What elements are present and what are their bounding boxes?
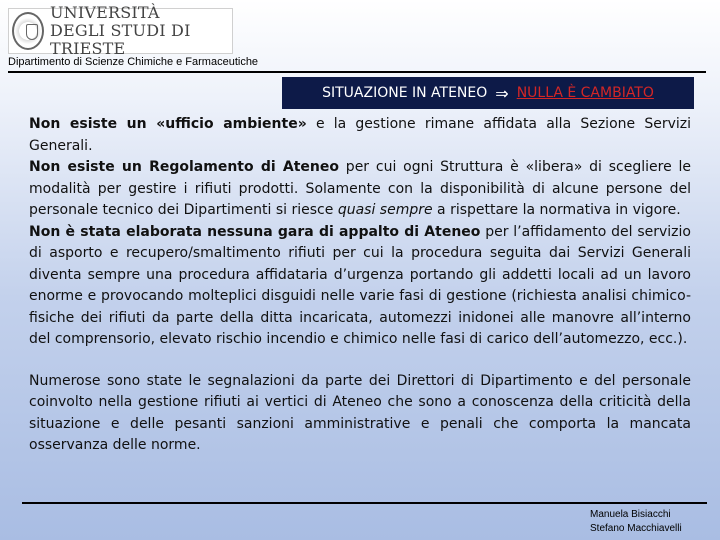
paragraph-regolamento: Non esiste un Regolamento di Ateneo per cui ogni Struttura è «libera» di scegliere le modalità per gestire i rifiuti prodotti. Solamente con la disponibilità di alcune persone del personale tecnico dei Dipartimenti si riesce quasi sempre a rispettare la normativa in vigore. — [29, 159, 691, 218]
university-name: UNIVERSITÀ DEGLI STUDI DI TRIESTE — [49, 3, 191, 58]
authors — [590, 508, 682, 536]
title-banner — [282, 77, 694, 109]
banner-left-text: SITUAZIONE IN ATENEO — [322, 85, 488, 101]
paragraph-gara: Non è stata elaborata nessuna gara di appalto di Ateneo per l’affidamento del servizio di asporto e recupero/smaltimento rifiuti per cui la procedura seguita dai Servizi Generali diventa sempre una procedura affidataria d’urgenza portando gli addetti locali ad un lavoro enorme e provocando molteplici disguidi nelle varie fasi di gestione (richiesta analisi chimico-fisiche dei rifiuti da parte della ditta incaricata, automezzi inidonei alle manovre all’interno del comprensorio, elevato rischio incendio e chimico nelle fasi di carico dell’automezzo, ecc.). — [29, 223, 691, 347]
footer-divider — [22, 502, 707, 504]
right-arrow-icon: ⇒ — [495, 83, 509, 103]
author-name: Stefano Macchiavelli — [590, 523, 682, 534]
university-logo — [8, 3, 233, 58]
paragraph-ufficio: Non esiste un «ufficio ambiente» e la gestione rimane affidata alla Sezione Servizi Generali. — [29, 116, 691, 154]
department-name: Dipartimento di Scienze Chimiche e Farmaceutiche — [8, 56, 259, 68]
paragraph-segnalazioni: Numerose sono state le segnalazioni da parte dei Direttori di Dipartimento e del personale coinvolto nella gestione rifiuti ai vertici di Ateneo che sono a conoscenza della criticità della situazione e delle pesanti sanzioni amministrative e penali che comporta la mancata osservanza delle norme. — [29, 372, 691, 453]
university-seal-icon — [12, 12, 44, 50]
slide-body — [29, 114, 691, 457]
banner-alert-text: NULLA È CAMBIATO — [516, 85, 654, 101]
author-name: Manuela Bisiacchi — [590, 509, 671, 520]
header-divider — [8, 71, 706, 73]
